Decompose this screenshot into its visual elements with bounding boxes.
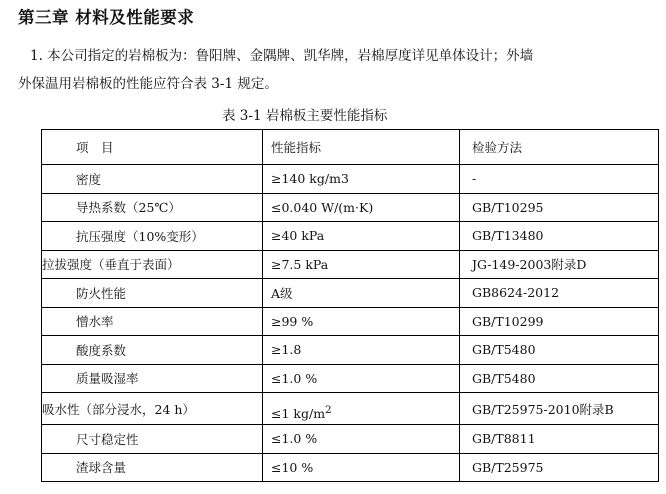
table-caption: 表 3-1 岩棉板主要性能指标 (222, 108, 388, 124)
chapter-title: 第三章 材料及性能要求 (18, 8, 195, 27)
row-method: JG-149-2003附录D (460, 250, 659, 279)
row-item: 憎水率 (42, 307, 263, 336)
table-row (42, 222, 659, 251)
table-row (42, 393, 659, 425)
row-value: ≥99 % (263, 307, 460, 336)
row-item: 导热系数（25℃） (42, 193, 263, 222)
row-method: GB/T25975-2010附录B (460, 393, 659, 425)
row-item: 密度 (42, 165, 263, 194)
row-method: GB/T8811 (460, 425, 659, 454)
row-value: ≥1.8 (263, 336, 460, 365)
table-row (42, 336, 659, 365)
row-item: 吸水性（部分浸水，24 h） (42, 393, 263, 425)
row-value: A级 (263, 279, 460, 308)
table-row (42, 193, 659, 222)
header-item: 项 目 (42, 130, 263, 165)
row-value: ≤0.040 W/(m·K) (263, 193, 460, 222)
row-method: GB8624-2012 (460, 279, 659, 308)
row-value: ≤10 % (263, 453, 460, 482)
row-method: GB/T10295 (460, 193, 659, 222)
row-value-superscript: 2 (325, 403, 332, 416)
row-value (263, 393, 460, 425)
row-item: 质量吸湿率 (42, 364, 263, 393)
row-item: 防火性能 (42, 279, 263, 308)
row-item: 拉拔强度（垂直于表面） (42, 250, 263, 279)
row-value: ≤1.0 % (263, 364, 460, 393)
paragraph-line-1: 1. 本公司指定的岩棉板为：鲁阳牌、金隅牌、凯华牌，岩棉厚度详见单体设计；外墙 (30, 48, 534, 64)
row-item: 渣球含量 (42, 453, 263, 482)
row-value: ≥40 kPa (263, 222, 460, 251)
header-value: 性能指标 (263, 130, 460, 165)
row-value: ≥140 kg/m3 (263, 165, 460, 194)
row-method: GB/T13480 (460, 222, 659, 251)
row-value: ≥7.5 kPa (263, 250, 460, 279)
row-item: 抗压强度（10%变形） (42, 222, 263, 251)
row-item: 尺寸稳定性 (42, 425, 263, 454)
table-row (42, 307, 659, 336)
table-header-row (42, 130, 659, 165)
row-method: GB/T5480 (460, 336, 659, 365)
table-row (42, 364, 659, 393)
row-method: GB/T10299 (460, 307, 659, 336)
table-row (42, 250, 659, 279)
performance-table (41, 129, 659, 482)
header-method: 检验方法 (460, 130, 659, 165)
row-method: GB/T5480 (460, 364, 659, 393)
table-row (42, 453, 659, 482)
row-method: GB/T25975 (460, 453, 659, 482)
row-value: ≤1.0 % (263, 425, 460, 454)
table-row (42, 165, 659, 194)
row-method: - (460, 165, 659, 194)
table-row (42, 425, 659, 454)
paragraph-line-2: 外保温用岩棉板的性能应符合表 3-1 规定。 (18, 76, 278, 92)
table-row (42, 279, 659, 308)
row-value-text: ≤1 kg/m (271, 406, 326, 422)
row-item: 酸度系数 (42, 336, 263, 365)
